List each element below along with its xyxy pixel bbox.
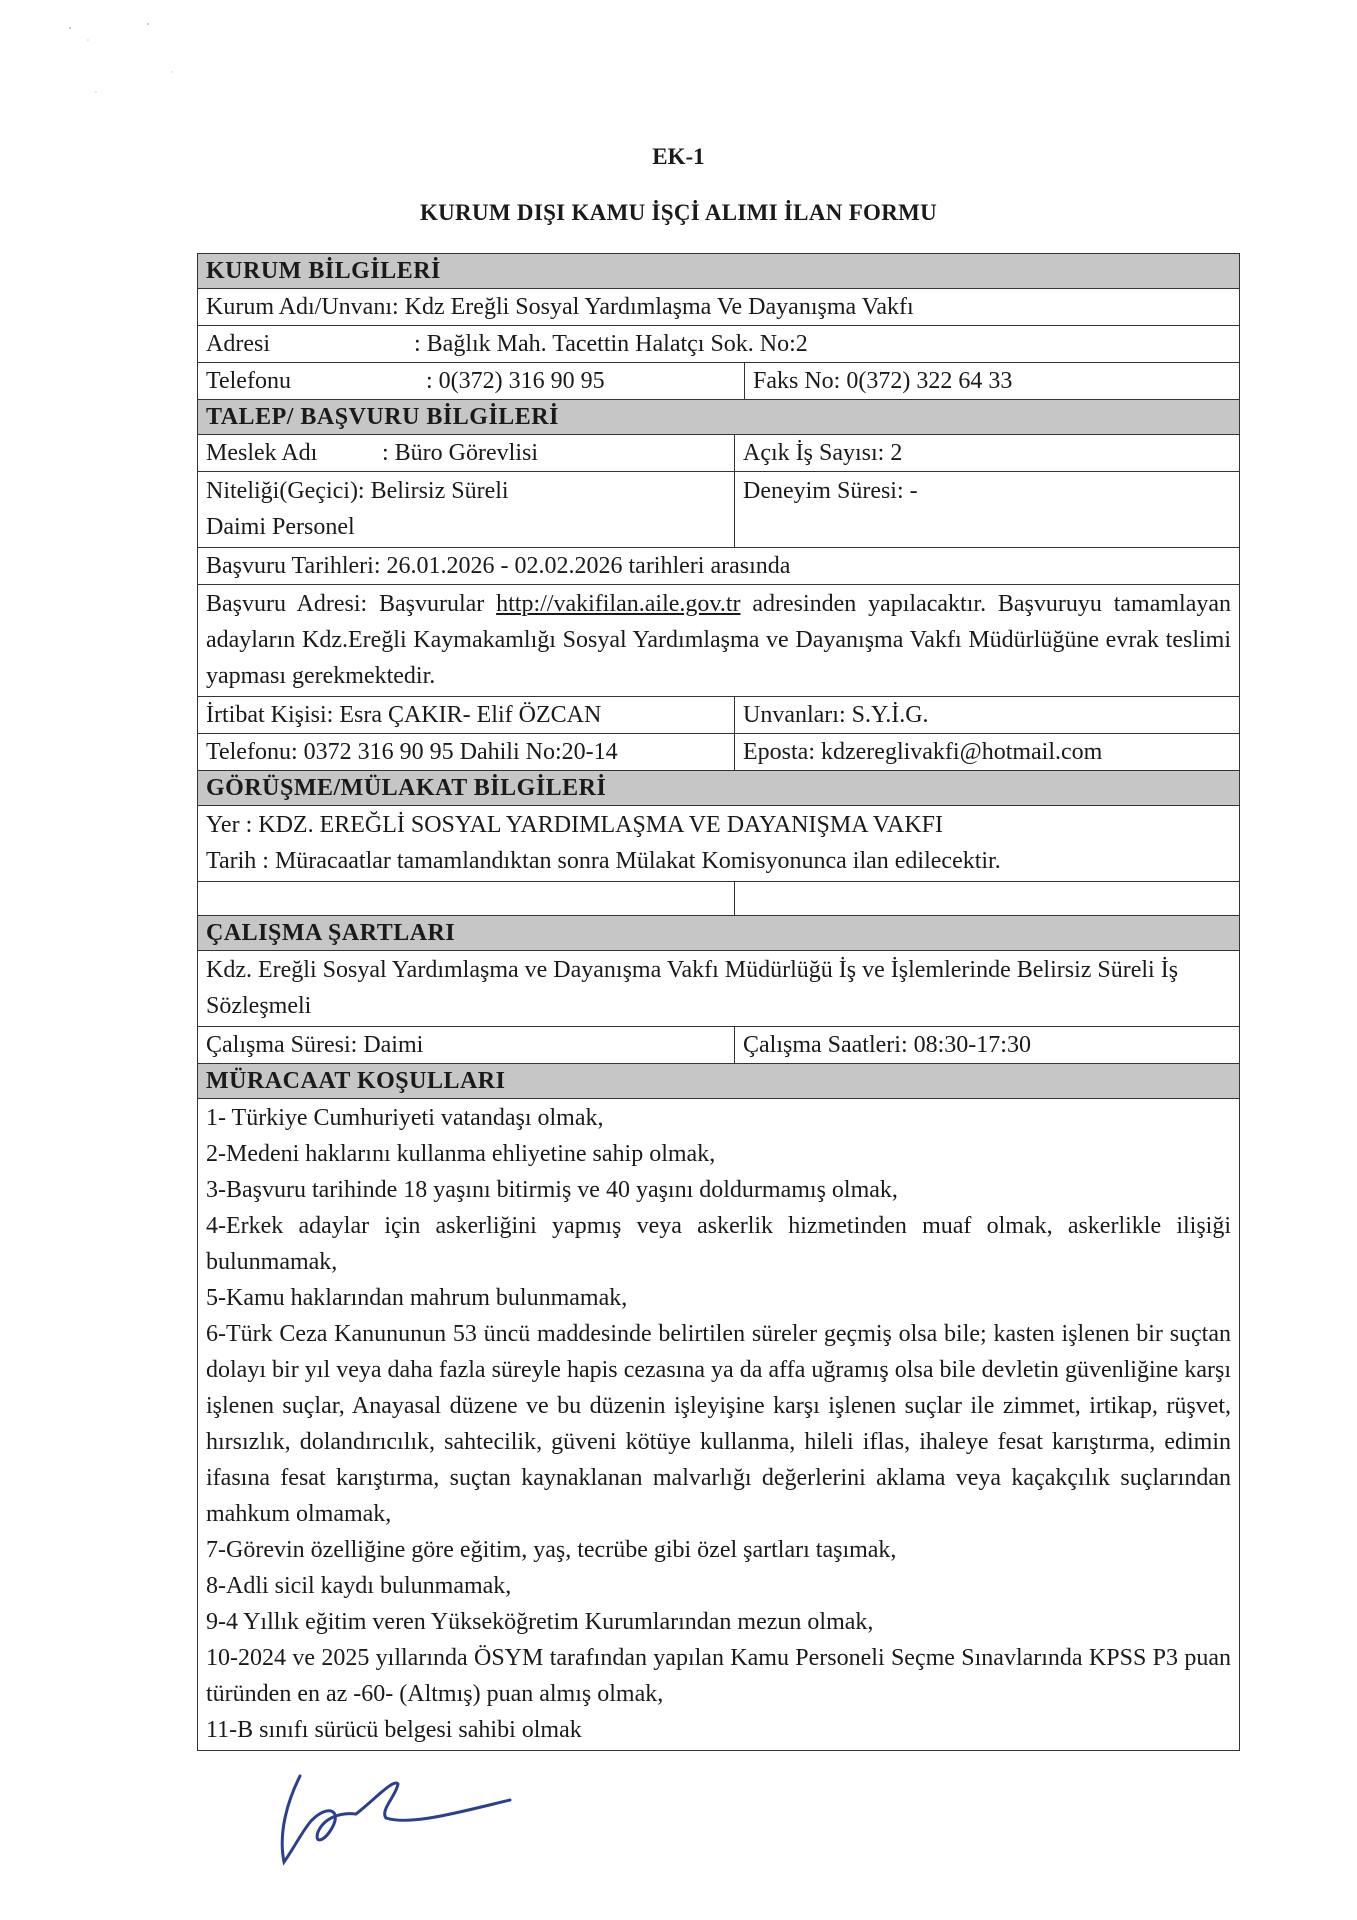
section-title: KURUM BİLGİLERİ: [206, 258, 441, 284]
row-kurum-adi: [198, 288, 1239, 325]
list-item: 11-B sınıfı sürücü belgesi sahibi olmak: [206, 1717, 582, 1743]
announcement-form: [197, 253, 1240, 1751]
section-gorusme: [198, 770, 1239, 805]
adres-value: : Bağlık Mah. Tacettin Halatçı Sok. No:2: [414, 331, 808, 357]
row-meslek: [198, 434, 1239, 471]
gorusme-yer: Yer : KDZ. EREĞLİ SOSYAL YARDIMLAŞMA VE DAYANIŞMA VAKFI: [206, 812, 944, 838]
kurum-adi: Kurum Adı/Unvanı: Kdz Ereğli Sosyal Yardımlaşma Ve Dayanışma Vakfı: [206, 294, 914, 320]
meslek-label: Meslek Adı: [206, 440, 318, 466]
section-kurum: [198, 254, 1239, 288]
list-item: 3-Başvuru tarihinde 18 yaşını bitirmiş ve 40 yaşını doldurmamış olmak,: [206, 1177, 898, 1203]
list-item: 8-Adli sicil kaydı bulunmamak,: [206, 1573, 512, 1599]
row-calisma-aciklama: [198, 950, 1239, 1026]
annex-label: EK-1: [652, 144, 705, 169]
row-basvuru-tarihleri: [198, 547, 1239, 584]
section-muracaat: [198, 1063, 1239, 1098]
irtibat-kisisi: İrtibat Kişisi: Esra ÇAKIR- Elif ÖZCAN: [198, 697, 735, 733]
row-basvuru-adresi: [198, 584, 1239, 696]
row-iletisim: [198, 733, 1239, 770]
calisma-aciklama: Kdz. Ereğli Sosyal Yardımlaşma ve Dayanışma Vakfı Müdürlüğü İş ve İşlemlerinde Belirsiz Süreli İş Sözleşmeli: [206, 957, 1179, 1019]
list-item: 2-Medeni haklarını kullanma ehliyetine sahip olmak,: [206, 1141, 716, 1167]
row-nitelik: [198, 471, 1239, 547]
row-gorusme-detay: [198, 805, 1239, 881]
acik-is-sayisi: Açık İş Sayısı: 2: [743, 440, 903, 466]
list-item: 5-Kamu haklarından mahrum bulunmamak,: [206, 1285, 628, 1311]
section-title: MÜRACAAT KOŞULLARI: [206, 1068, 506, 1094]
list-item: 1- Türkiye Cumhuriyeti vatandaşı olmak,: [206, 1105, 604, 1131]
row-irtibat: [198, 696, 1239, 733]
basvuru-adresi: Başvuru Adresi: Başvurular http://vakifilan.aile.gov.tr adresinden yapılacaktır. Başvuruyu tamamlayan adayların Kdz.Ereğli Kaymakamlığı Sosyal Yardımlaşma ve Dayanışma Vakfı Müdürlüğüne evrak teslimi yapması gerekmektedir.: [206, 591, 1231, 689]
section-title: ÇALIŞMA ŞARTLARI: [206, 920, 456, 946]
calisma-suresi: Çalışma Süresi: Daimi: [198, 1027, 735, 1063]
nitelik-line-1: Niteliği(Geçici): Belirsiz Süreli: [206, 478, 509, 504]
deneyim-suresi: Deneyim Süresi: -: [743, 478, 918, 504]
meslek-value: : Büro Görevlisi: [382, 440, 538, 466]
scan-specks: [60, 10, 200, 100]
list-item: 4-Erkek adaylar için askerliğini yapmış veya askerlik hizmetinden muaf olmak, askerlikle ilişiği bulunmamak,: [206, 1213, 1231, 1275]
form-title: KURUM DIŞI KAMU İŞÇİ ALIMI İLAN FORMU: [419, 200, 938, 225]
signature-image: [270, 1770, 530, 1880]
list-item: 7-Görevin özelliğine göre eğitim, yaş, tecrübe gibi özel şartları taşımak,: [206, 1537, 897, 1563]
adres-label: Adresi: [206, 331, 270, 357]
list-item: 6-Türk Ceza Kanununun 53 üncü maddesinde belirtilen süreler geçmiş olsa bile; kasten işlenen bir suçtan dolayı bir yıl veya daha fazla süreyle hapis cezasına ya da affa uğramış olsa bile devletin güvenliğine karşı işlenen suçlar, Anayasal düzene ve bu düzenin işleyişine karşı işlenen suçlar ile zimmet, irtikap, rüşvet, hırsızlık, dolandırıcılık, sahtecilik, güveni kötüye kullanma, hileli iflas, ihaleye fesat karıştırma, edimin ifasına fesat karıştırma, suçtan kaynaklanan malvarlığı değerlerini aklama veya kaçakçılık suçlarından mahkum olmamak,: [206, 1321, 1231, 1527]
list-item: 10-2024 ve 2025 yıllarında ÖSYM tarafından yapılan Kamu Personeli Seçme Sınavlarında KPSS P3 puan türünden en az -60- (Altmış) puan almış olmak,: [206, 1645, 1231, 1707]
gorusme-tarih: Tarih : Müracaatlar tamamlandıktan sonra Mülakat Komisyonunca ilan edilecektir.: [206, 848, 1001, 874]
calisma-saatleri: Çalışma Saatleri: 08:30-17:30: [743, 1032, 1031, 1058]
eposta: Eposta: kdzereglivakfi@hotmail.com: [743, 739, 1103, 765]
row-empty: [198, 881, 1239, 915]
unvanlari: Unvanları: S.Y.İ.G.: [743, 702, 929, 728]
telefon-label: Telefonu: [206, 368, 291, 394]
faks-no: Faks No: 0(372) 322 64 33: [753, 368, 1013, 394]
row-muracaat-list: [198, 1098, 1239, 1750]
basvuru-link[interactable]: http://vakifilan.aile.gov.tr: [496, 591, 741, 617]
basvuru-tarihleri: Başvuru Tarihleri: 26.01.2026 - 02.02.2026 tarihleri arasında: [206, 553, 791, 579]
irtibat-telefon: Telefonu: 0372 316 90 95 Dahili No:20-14: [198, 734, 735, 770]
nitelik-line-2: Daimi Personel: [206, 514, 355, 540]
section-title: TALEP/ BAŞVURU BİLGİLERİ: [206, 404, 559, 430]
section-talep: [198, 399, 1239, 434]
muracaat-kosullari: [198, 1099, 1239, 1750]
list-item: 9-4 Yıllık eğitim veren Yükseköğretim Kurumlarından mezun olmak,: [206, 1609, 874, 1635]
row-adres: [198, 325, 1239, 362]
telefon-value: : 0(372) 316 90 95: [426, 368, 605, 394]
section-calisma: [198, 915, 1239, 950]
row-calisma-sure: [198, 1026, 1239, 1063]
row-telefon-faks: [198, 362, 1239, 399]
section-title: GÖRÜŞME/MÜLAKAT BİLGİLERİ: [206, 775, 607, 801]
